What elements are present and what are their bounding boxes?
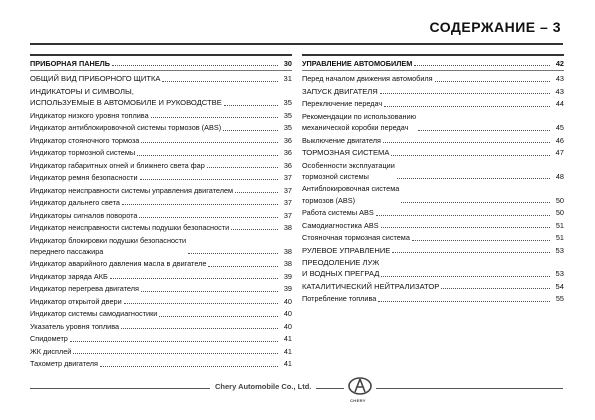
toc-page-number: 36 xyxy=(283,160,292,170)
dot-leader xyxy=(381,276,550,277)
dot-leader xyxy=(441,288,550,289)
dot-leader xyxy=(121,328,278,329)
toc-entry-title: Работа системы ABS xyxy=(302,208,374,218)
dot-leader xyxy=(137,155,278,156)
toc-entry-title: Потребление топлива xyxy=(302,294,377,304)
toc-entry-title: ЖК дисплей xyxy=(30,346,72,356)
toc-entry-title: Указатель уровня топлива xyxy=(30,321,120,331)
toc-entry-title: Индикатор заряда АКБ xyxy=(30,271,108,281)
toc-page-number: 53 xyxy=(555,245,564,255)
toc-entry xyxy=(30,296,292,307)
dot-leader xyxy=(207,167,278,168)
toc-entry xyxy=(30,73,292,84)
toc-entry xyxy=(30,122,292,133)
toc-entry xyxy=(302,232,564,243)
toc-entry xyxy=(302,73,564,84)
toc-entry-title: Индикатор антиблокировочной системы тормозов (ABS) xyxy=(30,123,222,133)
dot-leader xyxy=(380,93,550,94)
dot-leader xyxy=(140,179,278,180)
toc-page-number: 35 xyxy=(283,123,292,133)
toc-entry xyxy=(302,58,564,69)
dot-leader xyxy=(376,215,550,216)
toc-entry-title: ПРИБОРНАЯ ПАНЕЛЬ xyxy=(30,59,110,68)
toc-entry xyxy=(302,160,564,183)
dot-leader xyxy=(412,240,550,241)
dot-leader xyxy=(418,130,550,131)
toc-entry xyxy=(30,147,292,158)
toc-entry xyxy=(302,86,564,97)
dot-leader xyxy=(231,229,278,230)
toc-entry-title: ЗАПУСК ДВИГАТЕЛЯ xyxy=(302,86,378,96)
dot-leader xyxy=(223,130,278,131)
section-divider xyxy=(302,70,564,71)
toc-entry xyxy=(302,281,564,292)
toc-entry xyxy=(30,271,292,282)
toc-page-number: 37 xyxy=(283,210,292,220)
toc-page-number: 51 xyxy=(555,220,564,230)
toc-page-number: 35 xyxy=(283,98,292,108)
toc-entry-title: Индикатор ремня безопасности xyxy=(30,173,138,183)
toc-entry xyxy=(30,172,292,183)
toc-page-number: 41 xyxy=(283,359,292,369)
section-divider xyxy=(30,70,292,71)
toc-entry-title: КАТАЛИТИЧЕСКИЙ НЕЙТРАЛИЗАТОР xyxy=(302,281,440,291)
toc-page-number: 41 xyxy=(283,334,292,344)
company-name: Chery Automobile Co., Ltd. xyxy=(210,382,316,391)
toc-entry-title: Индикатор низкого уровня топлива xyxy=(30,110,149,120)
dot-leader xyxy=(208,266,278,267)
toc-page-number: 40 xyxy=(283,309,292,319)
column-divider xyxy=(30,54,292,56)
toc-page-number: 36 xyxy=(283,148,292,158)
dot-leader xyxy=(384,106,550,107)
toc-page-number: 50 xyxy=(555,208,564,218)
toc-page-number: 37 xyxy=(283,185,292,195)
toc-page-number: 38 xyxy=(283,223,292,233)
dot-leader xyxy=(124,303,278,304)
toc-entry-title: Рекомендации по использованию механической коробки передач xyxy=(302,111,417,133)
toc-entry-title: Индикатор системы самодиагностики xyxy=(30,309,158,319)
toc-entry-title: Индикатор габаритных огней и ближнего света фар xyxy=(30,160,205,170)
toc-entry-title: Стояночная тормозная система xyxy=(302,233,410,243)
dot-leader xyxy=(122,204,278,205)
toc-page-number: 50 xyxy=(555,195,564,205)
toc-entry-title: Индикаторы сигналов поворота xyxy=(30,210,138,220)
toc-page-number: 35 xyxy=(283,110,292,120)
dot-leader xyxy=(73,353,278,354)
toc-page-number: 43 xyxy=(555,74,564,84)
toc-entry xyxy=(302,135,564,146)
toc-entry xyxy=(30,58,292,69)
toc-entry xyxy=(30,308,292,319)
dot-leader xyxy=(188,253,278,254)
toc-entry xyxy=(302,207,564,218)
dot-leader xyxy=(141,142,278,143)
toc-entry-title: Индикатор дальнего света xyxy=(30,198,120,208)
toc-entry xyxy=(30,283,292,294)
dot-leader xyxy=(391,155,550,156)
toc-entry xyxy=(302,183,564,206)
toc-entry-title: Индикатор открытой двери xyxy=(30,296,122,306)
dot-leader xyxy=(397,178,550,179)
toc-entry-title: Антиблокировочная система тормозов (ABS) xyxy=(302,184,400,205)
toc-entry-title: ИНДИКАТОРЫ И СИМВОЛЫ, ИСПОЛЬЗУЕМЫЕ В АВТОМОБИЛЕ И РУКОВОДСТВЕ xyxy=(30,86,222,108)
toc-entry xyxy=(30,346,292,357)
logo-wordmark: CHERY xyxy=(350,398,366,403)
dot-leader xyxy=(141,291,278,292)
dot-leader xyxy=(378,301,550,302)
header-divider xyxy=(30,43,563,45)
toc-entry-title: ПРЕОДОЛЕНИЕ ЛУЖ И ВОДНЫХ ПРЕГРАД xyxy=(302,258,380,279)
dot-leader xyxy=(381,227,550,228)
toc-right-column xyxy=(302,54,564,306)
dot-leader xyxy=(383,142,550,143)
dot-leader xyxy=(401,202,550,203)
toc-page-number: 39 xyxy=(283,271,292,281)
toc-page-number: 38 xyxy=(283,259,292,269)
dot-leader xyxy=(151,117,278,118)
toc-page-number: 53 xyxy=(555,269,564,279)
page-title: СОДЕРЖАНИЕ – 3 xyxy=(429,19,561,35)
toc-entry xyxy=(302,147,564,158)
toc-entry-title: Индикатор неисправности системы подушки безопасности xyxy=(30,223,230,233)
dot-leader xyxy=(414,65,550,66)
toc-page-number: 55 xyxy=(555,294,564,304)
toc-entry-title: Индикатор аварийного давления масла в двигателе xyxy=(30,259,207,269)
dot-leader xyxy=(100,366,278,367)
toc-entry xyxy=(30,333,292,344)
toc-entry-title: ОБЩИЙ ВИД ПРИБОРНОГО ЩИТКА xyxy=(30,74,161,84)
toc-page-number: 47 xyxy=(555,148,564,158)
toc-entry xyxy=(302,257,564,280)
toc-entry xyxy=(30,86,292,109)
toc-entry xyxy=(30,222,292,233)
toc-entry-title: Особенности эксплуатации тормозной системы xyxy=(302,160,395,181)
toc-entry-title: Перед началом движения автомобиля xyxy=(302,74,433,84)
toc-page-number: 39 xyxy=(283,284,292,294)
toc-entry xyxy=(30,197,292,208)
toc-page-number: 48 xyxy=(555,171,564,181)
dot-leader xyxy=(70,341,278,342)
toc-page-number: 30 xyxy=(283,59,292,68)
toc-entry xyxy=(30,210,292,221)
column-divider xyxy=(302,54,564,56)
toc-page-number: 51 xyxy=(555,233,564,243)
toc-entry-title: Индикатор стояночного тормоза xyxy=(30,135,140,145)
dot-leader xyxy=(110,278,278,279)
toc-page-number: 45 xyxy=(555,123,564,133)
toc-page-number: 43 xyxy=(555,86,564,96)
toc-entry xyxy=(30,160,292,171)
toc-entry-title: Спидометр xyxy=(30,334,68,344)
toc-entry-title: ТОРМОЗНАЯ СИСТЕМА xyxy=(302,148,390,158)
toc-page-number: 40 xyxy=(283,321,292,331)
toc-page-number: 41 xyxy=(283,346,292,356)
toc-entry xyxy=(302,245,564,256)
toc-page-number: 54 xyxy=(555,281,564,291)
toc-page-number: 42 xyxy=(555,59,564,68)
toc-entry xyxy=(302,98,564,109)
toc-entry-title: Индикатор перегрева двигателя xyxy=(30,284,139,294)
toc-entry-title: Самодиагностика ABS xyxy=(302,220,379,230)
toc-entry-title: Тахометр двигателя xyxy=(30,359,98,369)
toc-page-number: 37 xyxy=(283,173,292,183)
dot-leader xyxy=(392,252,550,253)
toc-page-number: 44 xyxy=(555,99,564,109)
toc-page-number: 38 xyxy=(283,246,292,256)
toc-entry-title: Переключение передач xyxy=(302,99,383,109)
dot-leader xyxy=(112,65,278,66)
toc-entry-title: Индикатор неисправности системы управления двигателем xyxy=(30,185,234,195)
toc-entry-title: Индикатор блокировки подушки безопасности переднего пассажира xyxy=(30,235,187,256)
toc-entry xyxy=(30,235,292,258)
dot-leader xyxy=(139,217,278,218)
toc-page-number: 31 xyxy=(283,74,292,84)
toc-page-number: 46 xyxy=(555,135,564,145)
toc-entry-title: Выключение двигателя xyxy=(302,135,381,145)
toc-entry-title: РУЛЕВОЕ УПРАВЛЕНИЕ xyxy=(302,245,391,255)
toc-entry xyxy=(30,110,292,121)
toc-page-number: 37 xyxy=(283,198,292,208)
toc-entry xyxy=(30,358,292,369)
toc-page-number: 40 xyxy=(283,296,292,306)
dot-leader xyxy=(435,81,550,82)
dot-leader xyxy=(162,81,278,82)
toc-entry xyxy=(30,135,292,146)
toc-page-number: 36 xyxy=(283,135,292,145)
toc-entry xyxy=(30,321,292,332)
toc-entry xyxy=(302,293,564,304)
toc-left-column xyxy=(30,54,292,371)
dot-leader xyxy=(235,192,278,193)
dot-leader xyxy=(159,316,278,317)
toc-entry xyxy=(302,111,564,134)
toc-entry xyxy=(302,220,564,231)
toc-entry xyxy=(30,258,292,269)
toc-entry-title: УПРАВЛЕНИЕ АВТОМОБИЛЕМ xyxy=(302,59,413,68)
toc-entry-title: Индикатор тормозной системы xyxy=(30,148,136,158)
toc-entry xyxy=(30,185,292,196)
dot-leader xyxy=(224,105,278,106)
